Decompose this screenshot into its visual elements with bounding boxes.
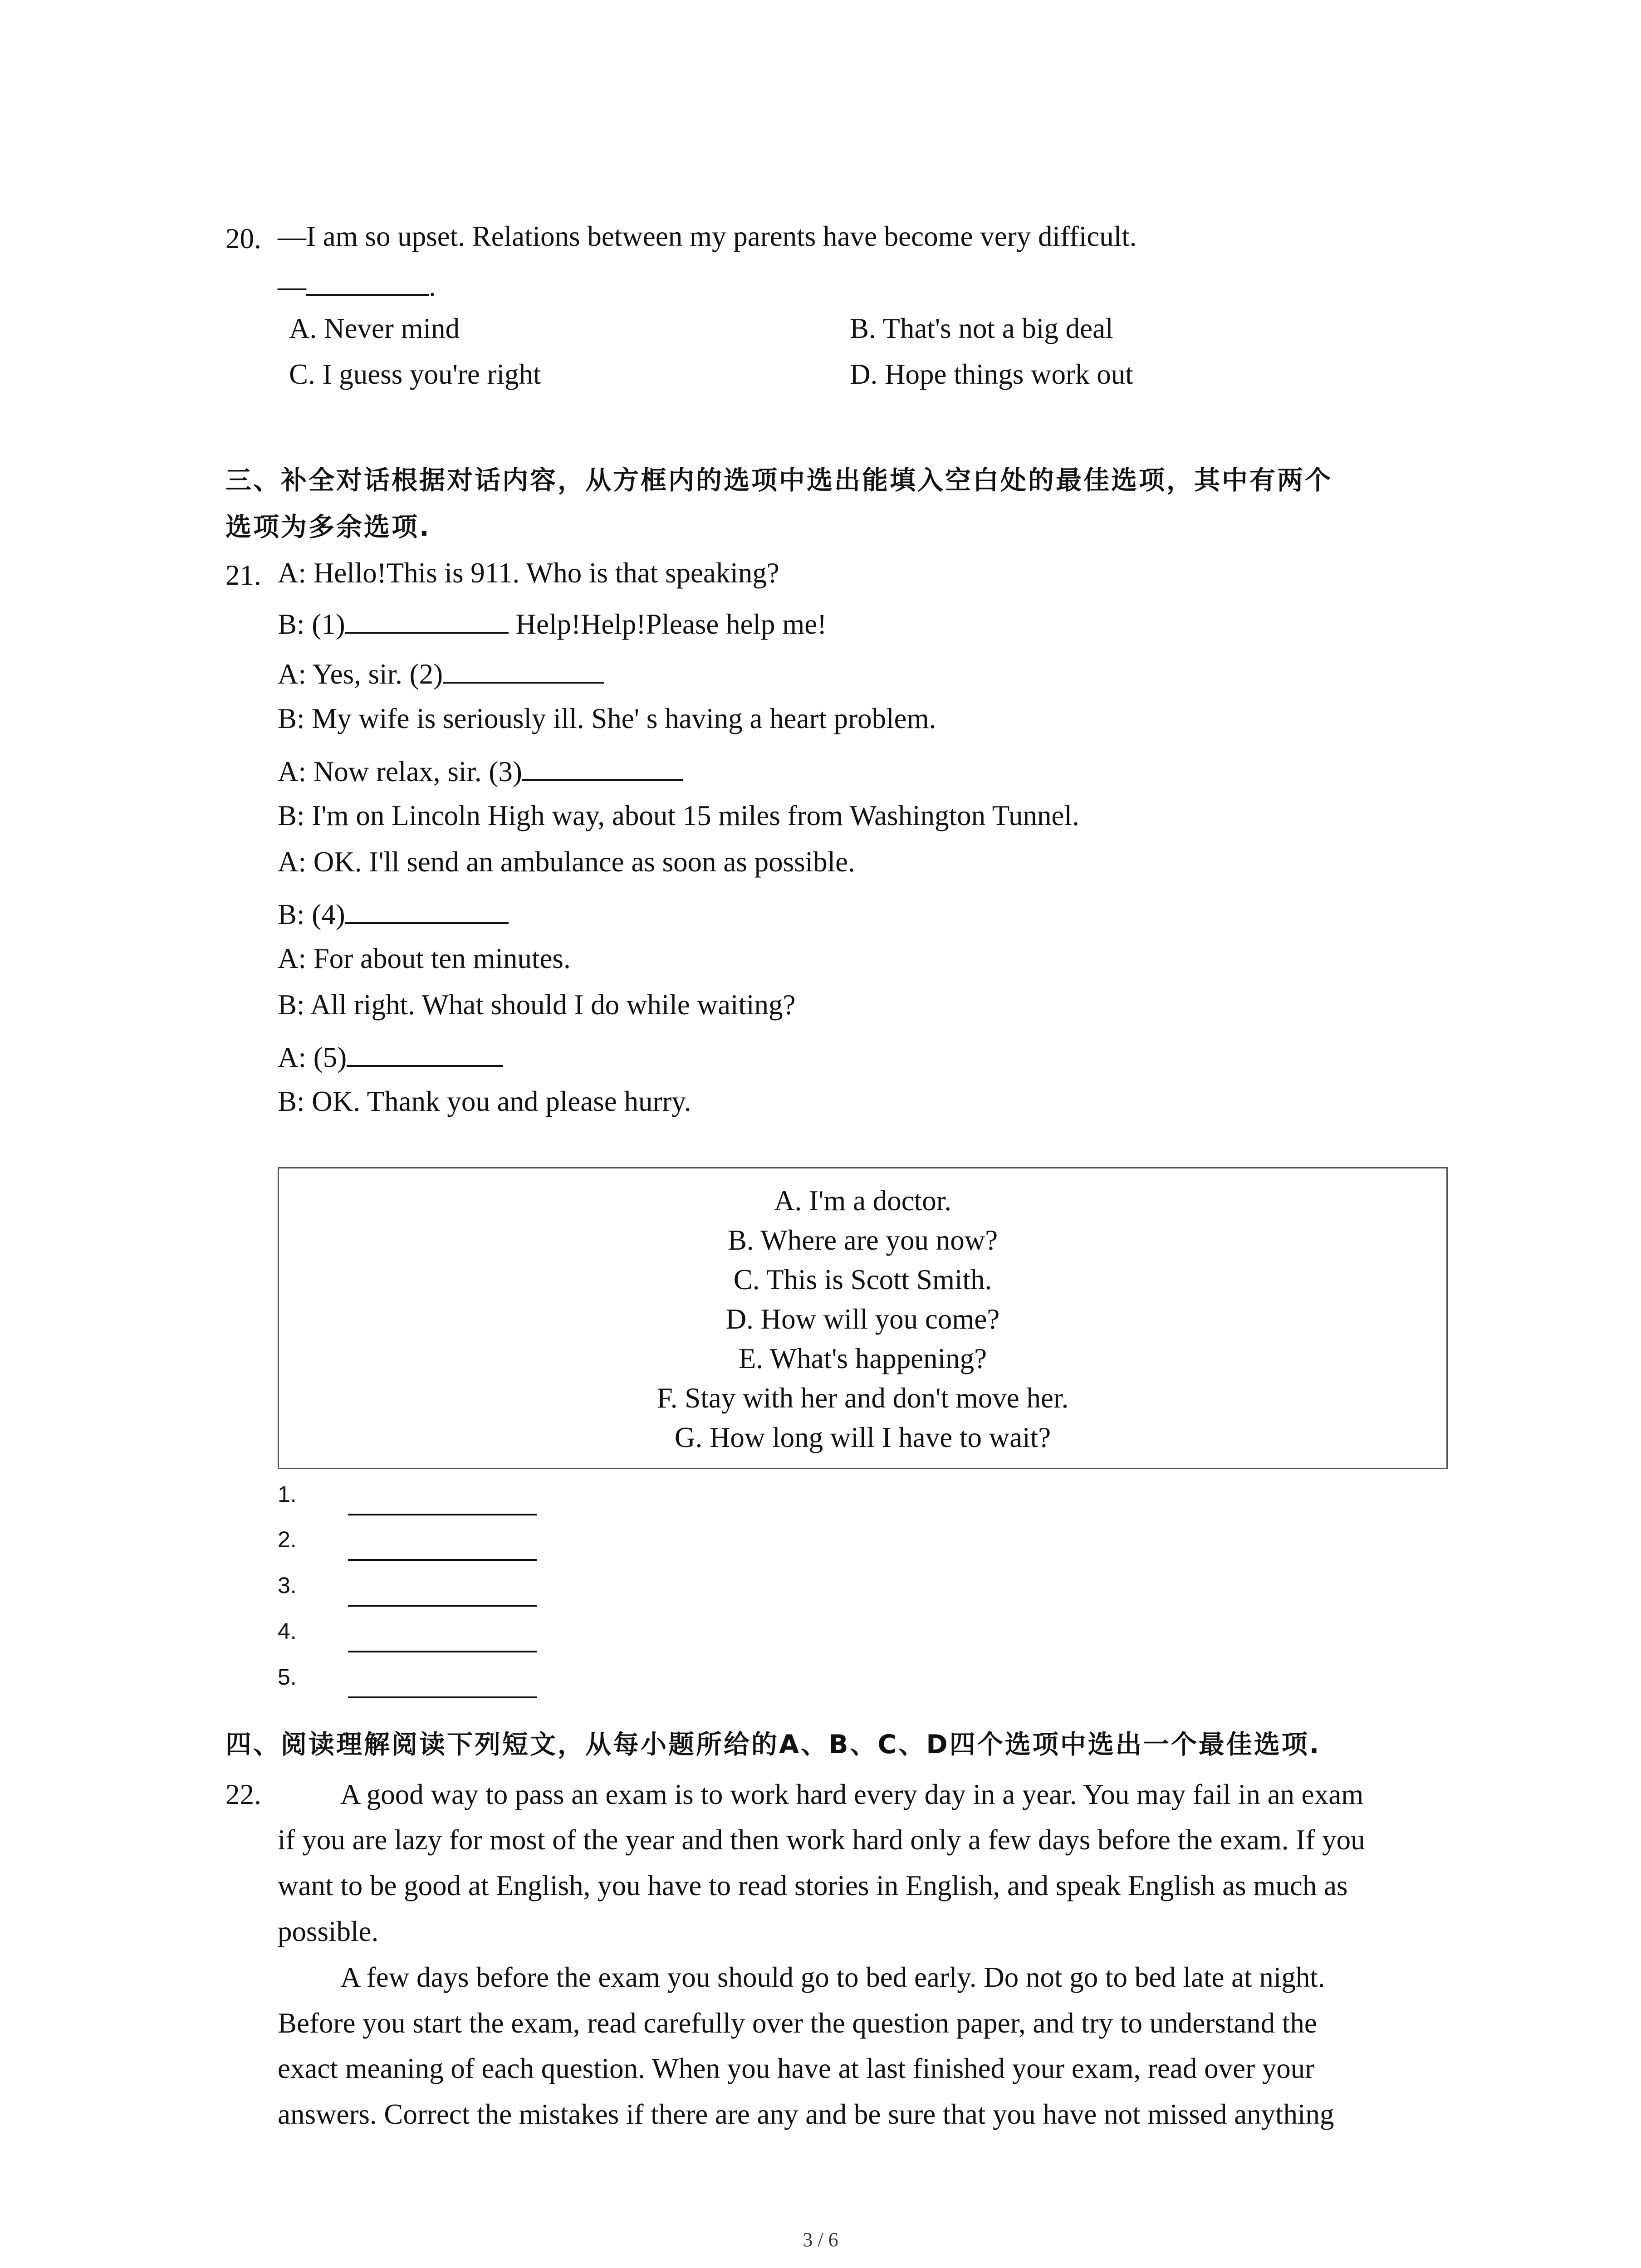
passage-line: A few days before the exam you should go to bed early. Do not go to bed late at night. [340,1961,1325,1993]
box-option: B. Where are you now? [727,1224,998,1256]
answer-blank [443,656,604,684]
answer-number: 2. [278,1527,297,1552]
answer-blank [522,754,683,781]
options-box [278,1167,1448,1469]
option-d: D. Hope things work out [850,358,1133,390]
page-number: 3 / 6 [803,2229,838,2251]
box-option: G. How long will I have to wait? [674,1422,1051,1453]
dialogue-text: B: (1) [278,608,345,640]
question-number: 20. [225,223,261,254]
dialogue-line: A: For about ten minutes. [278,943,571,974]
passage-line: Before you start the exam, read carefully over the question paper, and try to understand the [278,2007,1317,2039]
answer-line[interactable] [348,1559,537,1561]
box-option: E. What's happening? [738,1343,987,1374]
answer-blank [345,897,509,924]
question-number: 21. [225,559,261,591]
answer-line[interactable] [348,1651,537,1652]
reply-end: . [429,270,436,302]
dialogue-line: A: OK. I'll send an ambulance as soon as possible. [278,846,855,878]
option-c: C. I guess you're right [289,358,541,390]
dialogue-text: Help!Help!Please help me! [508,608,827,640]
answer-line[interactable] [348,1605,537,1607]
dialogue-line [278,1040,503,1072]
answer-line[interactable] [348,1696,537,1698]
dialogue-line [278,897,509,929]
dialogue-line: B: OK. Thank you and please hurry. [278,1085,691,1117]
dialogue-text: B: (4) [278,899,345,930]
answer-number: 4. [278,1618,297,1644]
reply-line [278,269,436,301]
section-heading: 四、阅读理解阅读下列短文，从每小题所给的A、B、C、D四个选项中选出一个最佳选项. [225,1730,1321,1760]
answer-blank [306,269,429,296]
question-prompt: —I am so upset. Relations between my parents have become very difficult. [278,220,1137,252]
box-option: D. How will you come? [725,1303,1000,1335]
section-heading: 三、补全对话根据对话内容，从方框内的选项中选出能填入空白处的最佳选项，其中有两个 [225,465,1332,495]
answer-blank [345,606,509,634]
answer-line[interactable] [348,1514,537,1515]
passage-line: if you are lazy for most of the year and then work hard only a few days before the exam. If you [278,1824,1365,1856]
passage-line: exact meaning of each question. When you have at last finished your exam, read over your [278,2053,1315,2084]
dialogue-line: B: My wife is seriously ill. She' s having a heart problem. [278,703,936,734]
option-b: B. That's not a big deal [850,313,1113,344]
answer-number: 1. [278,1481,297,1507]
dialogue-text: A: (5) [278,1041,347,1073]
option-a: A. Never mind [289,313,460,344]
question-number: 22. [225,1779,261,1810]
box-option: A. I'm a doctor. [774,1185,951,1217]
dialogue-line [278,656,604,689]
box-option: F. Stay with her and don't move her. [656,1382,1069,1414]
answer-number: 3. [278,1573,297,1598]
dialogue-line: B: I'm on Lincoln High way, about 15 miles from Washington Tunnel. [278,800,1079,831]
passage-line: A good way to pass an exam is to work hard every day in a year. You may fail in an exam [340,1779,1364,1810]
passage-line: possible. [278,1916,379,1947]
dialogue-line: A: Hello!This is 911. Who is that speaking? [278,557,779,589]
dialogue-text: A: Now relax, sir. (3) [278,756,522,787]
dialogue-text: A: Yes, sir. (2) [278,658,443,690]
passage-line: want to be good at English, you have to read stories in English, and speak English as much as [278,1870,1348,1901]
reply-dash: — [278,270,306,302]
dialogue-line [278,754,683,786]
passage-line: answers. Correct the mistakes if there are any and be sure that you have not missed anything [278,2098,1334,2130]
dialogue-line [278,606,827,639]
dialogue-line: B: All right. What should I do while waiting? [278,989,796,1021]
section-heading-cont: 选项为多余选项. [225,512,431,542]
box-option: C. This is Scott Smith. [733,1264,992,1295]
answer-blank [347,1040,503,1067]
answer-number: 5. [278,1664,297,1690]
